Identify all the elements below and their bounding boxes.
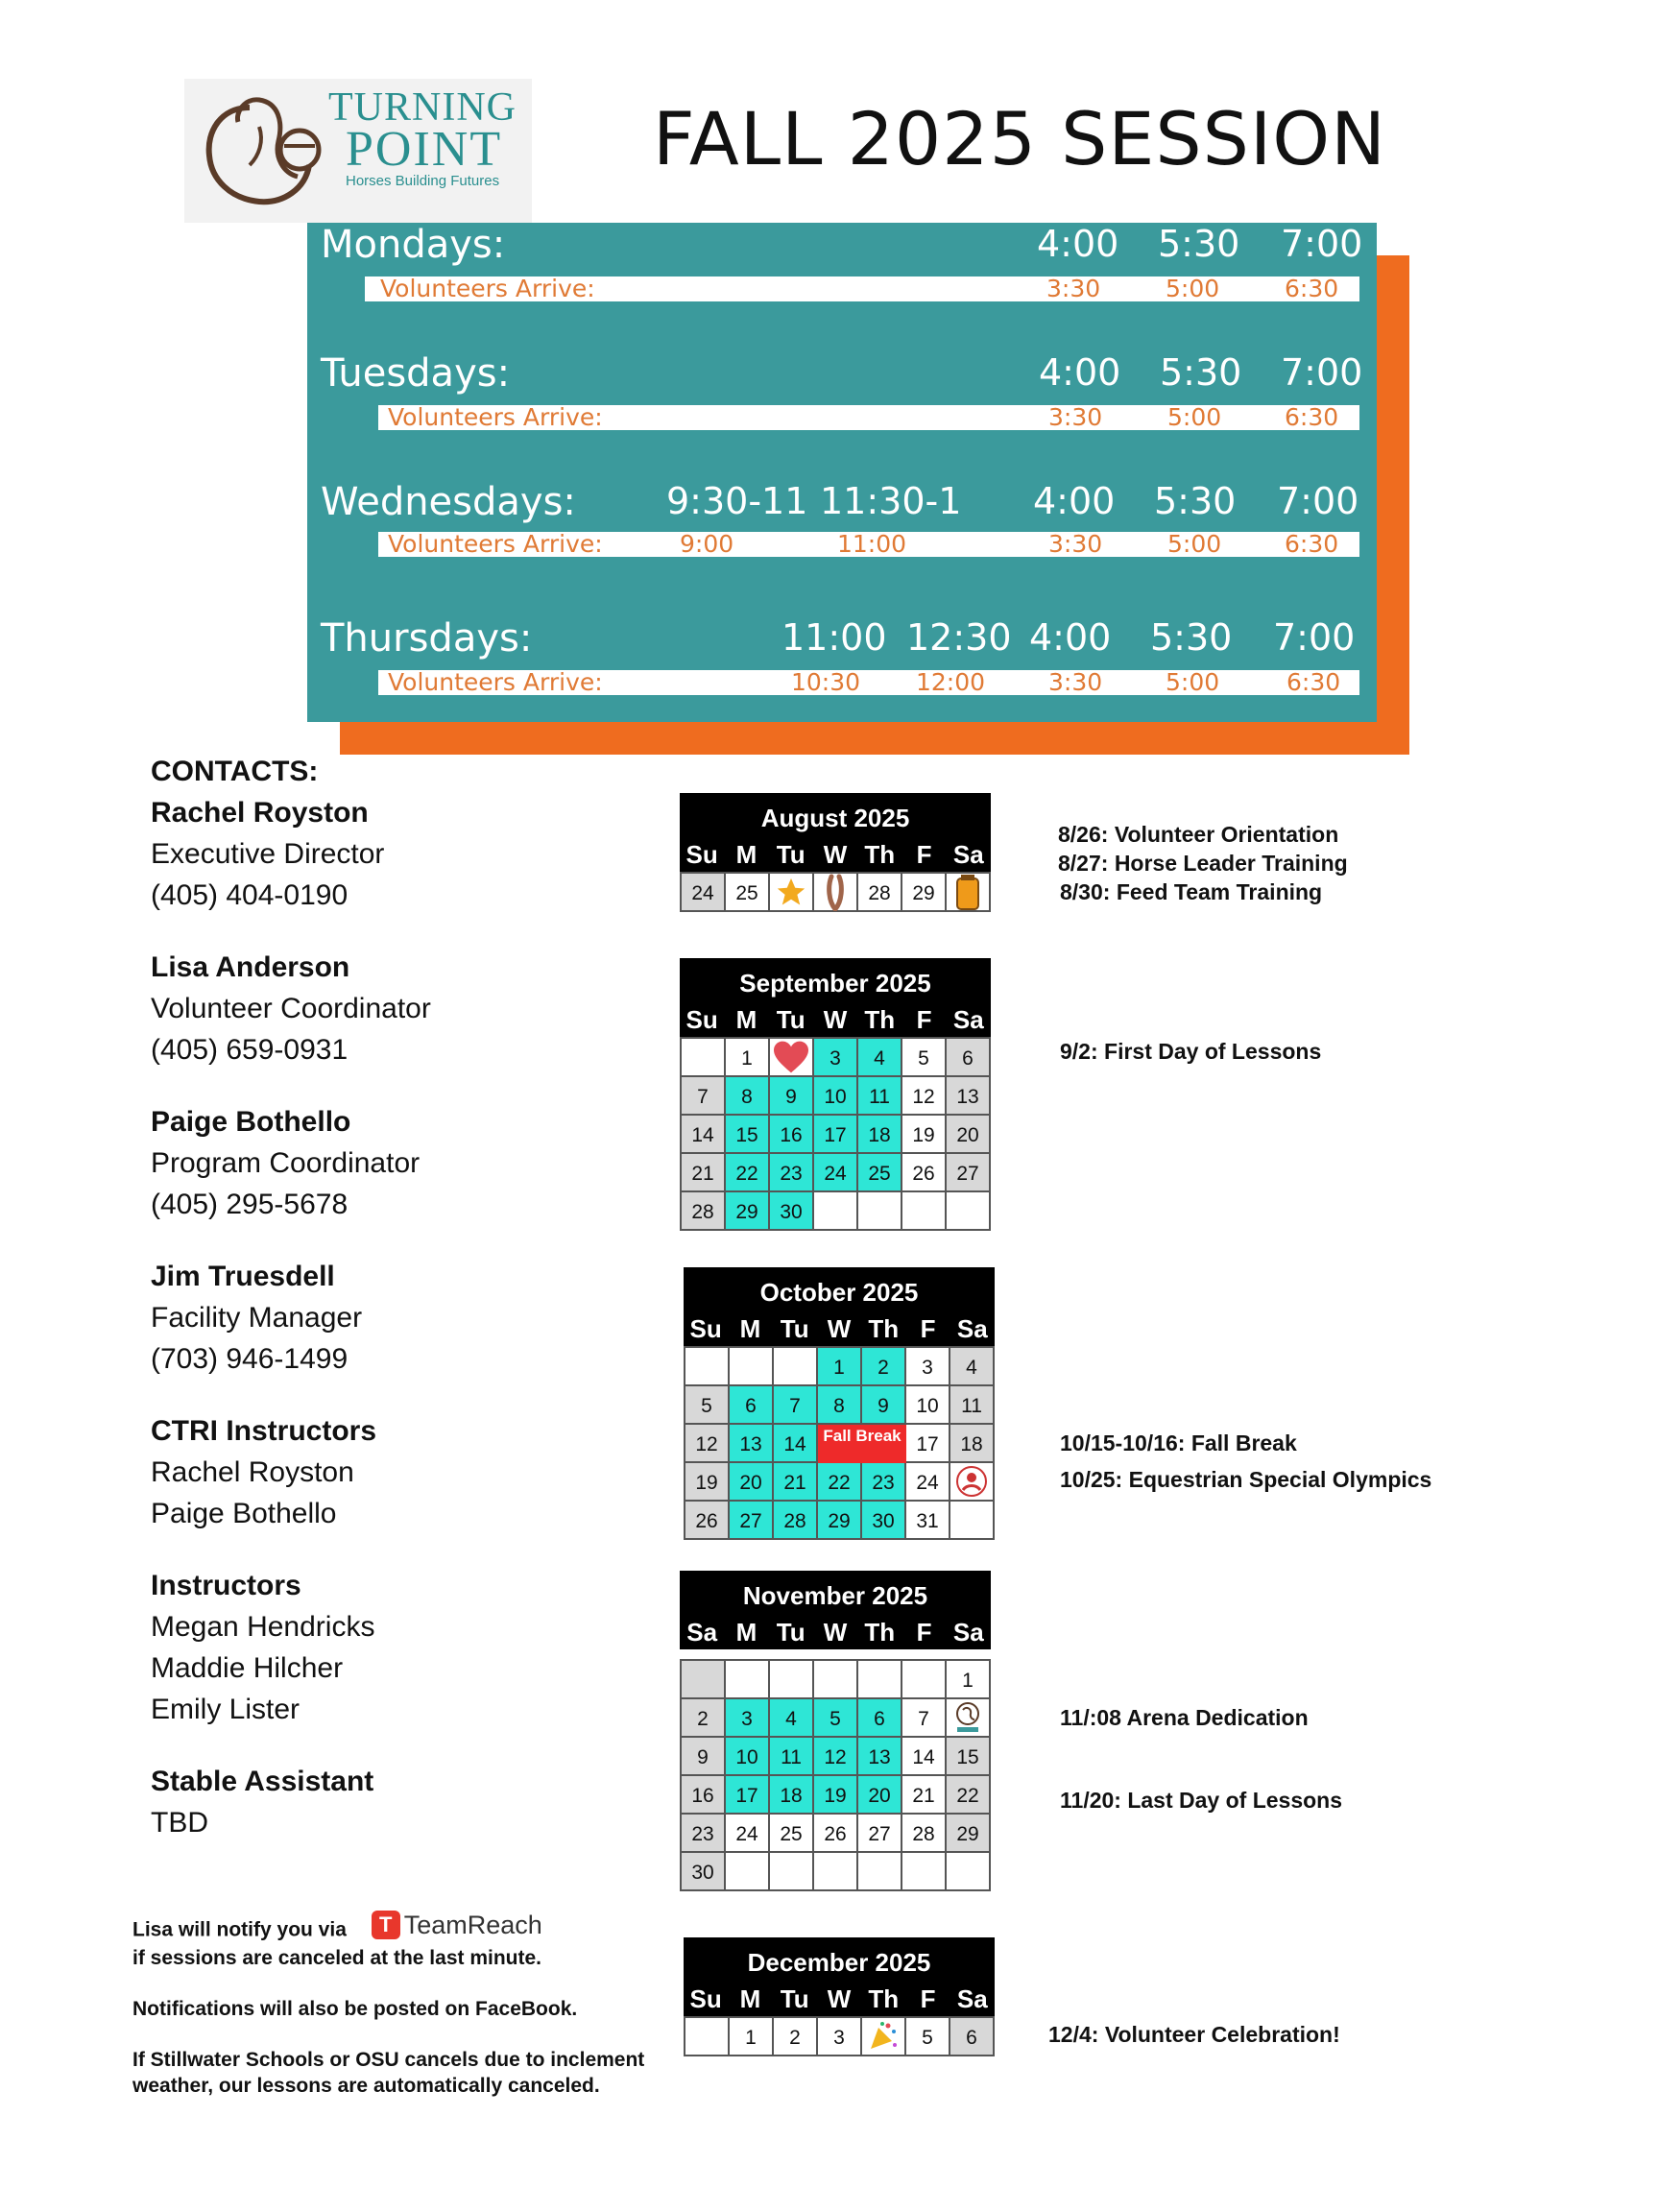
calendar-day: 5 xyxy=(814,1699,858,1738)
weekday-header xyxy=(684,1982,995,2016)
contact-role: Program Coordinator xyxy=(151,1147,421,1179)
arrive-time: 11:00 xyxy=(837,530,907,558)
calendar-day xyxy=(950,1502,995,1540)
page-title: FALL 2025 SESSION xyxy=(653,96,1386,181)
contact-phone: (703) 946-1499 xyxy=(151,1343,349,1375)
contact-name: Rachel Royston xyxy=(151,797,369,829)
calendar-day: 6 xyxy=(730,1386,774,1425)
volunteers-arrive-label: Volunteers Arrive: xyxy=(388,668,603,696)
calendar-december xyxy=(684,1937,995,2056)
event-volunteer-orientation: 8/26: Volunteer Orientation xyxy=(1058,822,1339,847)
arrive-time: 3:30 xyxy=(1048,403,1103,431)
calendar-day: 15 xyxy=(726,1116,770,1154)
volunteers-arrive-label: Volunteers Arrive: xyxy=(388,403,603,431)
volunteers-arrive-label: Volunteers Arrive: xyxy=(388,530,603,558)
weekday-label: F xyxy=(916,840,932,869)
contact-block xyxy=(151,1565,727,1730)
calendar-day: 13 xyxy=(858,1738,902,1776)
calendar-day: 22 xyxy=(947,1776,991,1815)
arrive-time: 3:30 xyxy=(1048,530,1103,558)
calendar-grid xyxy=(680,872,991,912)
calendar-day: 23 xyxy=(862,1463,906,1502)
contact-block xyxy=(151,947,727,1070)
calendar-day: 28 xyxy=(774,1502,818,1540)
calendar-day: 28 xyxy=(902,1815,947,1853)
calendar-day: 23 xyxy=(770,1154,814,1192)
calendar-day: 17 xyxy=(726,1776,770,1815)
weekday-label: Su xyxy=(685,840,718,869)
horseshoe-icon xyxy=(823,873,848,911)
calendar-day xyxy=(947,1853,991,1891)
schedule-panel xyxy=(307,223,1377,722)
arrive-time: 12:00 xyxy=(916,668,986,696)
volunteer-bar xyxy=(378,670,1359,695)
calendar-day: 4 xyxy=(950,1348,995,1386)
arrive-time: 9:00 xyxy=(680,530,734,558)
calendar-day: 9 xyxy=(862,1386,906,1425)
weekday-label: Sa xyxy=(956,1314,988,1343)
star-icon xyxy=(775,876,807,908)
volunteer-bar xyxy=(365,276,1359,301)
time-slot: 5:30 xyxy=(1158,223,1240,265)
calendar-day: 17 xyxy=(906,1425,950,1463)
calendar-day: 2 xyxy=(862,1348,906,1386)
calendar-day: 13 xyxy=(947,1077,991,1116)
volunteer-bar xyxy=(378,405,1359,430)
calendar-day: 3 xyxy=(814,1039,858,1077)
calendar-day: 18 xyxy=(858,1116,902,1154)
calendar-day: 3 xyxy=(906,1348,950,1386)
contact-name: Paige Bothello xyxy=(151,1106,351,1138)
calendar-day xyxy=(682,1039,726,1077)
calendar-day: 23 xyxy=(682,1815,726,1853)
calendar-day: 10 xyxy=(906,1386,950,1425)
calendar-title: October 2025 xyxy=(684,1267,995,1311)
calendar-day: 4 xyxy=(858,1039,902,1077)
calendar-day: 16 xyxy=(682,1776,726,1815)
logo-tagline: Horses Building Futures xyxy=(346,173,500,189)
arrive-time: 5:00 xyxy=(1166,668,1220,696)
weekday-header xyxy=(680,1615,991,1649)
contact-block xyxy=(151,1761,727,1843)
contact-block xyxy=(151,1101,727,1225)
calendar-day: 7 xyxy=(774,1386,818,1425)
weather-note: If Stillwater Schools or OSU cancels due to inclement weather, our lessons are automatically canceled. xyxy=(132,2049,645,2097)
calendar-day xyxy=(726,1661,770,1699)
calendar-day: 20 xyxy=(730,1463,774,1502)
event-special-olympics: 10/25: Equestrian Special Olympics xyxy=(1060,1467,1432,1492)
day-label-tuesday: Tuesdays: xyxy=(321,351,511,396)
calendar-day: 11 xyxy=(858,1077,902,1116)
calendar-day: 12 xyxy=(814,1738,858,1776)
calendar-day: 9 xyxy=(770,1077,814,1116)
calendar-day: 20 xyxy=(947,1116,991,1154)
calendar-day: 25 xyxy=(858,1154,902,1192)
calendar-day xyxy=(862,2018,906,2056)
arrive-time: 5:00 xyxy=(1166,275,1220,302)
contact-member: TBD xyxy=(151,1807,208,1839)
calendar-day: 24 xyxy=(906,1463,950,1502)
weekday-label: Th xyxy=(868,1984,900,2013)
calendar-day: 19 xyxy=(902,1116,947,1154)
weekday-label: W xyxy=(827,1984,852,2013)
time-slot: 5:30 xyxy=(1150,616,1233,659)
weekday-label: M xyxy=(739,1314,761,1343)
calendar-day: 3 xyxy=(726,1699,770,1738)
facebook-note: Notifications will also be posted on FaceBook. xyxy=(132,1998,578,2020)
calendar-day: 20 xyxy=(858,1776,902,1815)
calendar-day xyxy=(726,1853,770,1891)
calendar-day xyxy=(685,2018,730,2056)
calendar-grid xyxy=(680,1037,991,1231)
time-slot: 4:00 xyxy=(1033,480,1116,522)
calendar-november xyxy=(680,1571,991,1891)
time-slot: 5:30 xyxy=(1154,480,1237,522)
contact-block xyxy=(151,1256,727,1380)
calendar-day: 28 xyxy=(858,874,902,912)
calendar-day: 6 xyxy=(950,2018,995,2056)
calendar-day: 26 xyxy=(814,1815,858,1853)
calendar-day xyxy=(814,1661,858,1699)
notify-note xyxy=(132,1910,670,1971)
calendar-day: 21 xyxy=(902,1776,947,1815)
calendar-day xyxy=(950,1463,995,1502)
horse-head-icon xyxy=(192,88,336,213)
calendar-day: 9 xyxy=(682,1738,726,1776)
weekday-label: Sa xyxy=(952,840,984,869)
weekday-header xyxy=(684,1311,995,1346)
calendar-day: 7 xyxy=(902,1699,947,1738)
calendar-day: 10 xyxy=(814,1077,858,1116)
calendar-day: 21 xyxy=(774,1463,818,1502)
calendar-day xyxy=(902,1853,947,1891)
feed-icon xyxy=(953,873,982,911)
turning-point-logo xyxy=(184,79,532,223)
event-fall-break: 10/15-10/16: Fall Break xyxy=(1060,1431,1297,1455)
calendar-day: 30 xyxy=(682,1853,726,1891)
contacts-heading: CONTACTS: xyxy=(151,756,319,787)
calendar-day: 4 xyxy=(770,1699,814,1738)
time-slot: 7:00 xyxy=(1281,223,1363,265)
weekday-label: M xyxy=(739,1984,761,2013)
time-slot: 4:00 xyxy=(1029,616,1112,659)
calendar-day xyxy=(818,1425,902,1463)
contact-group-heading: Stable Assistant xyxy=(151,1766,374,1797)
calendar-day xyxy=(947,874,991,912)
calendar-day xyxy=(814,874,858,912)
calendar-day xyxy=(858,1853,902,1891)
calendar-day: 30 xyxy=(862,1502,906,1540)
calendar-day xyxy=(730,1348,774,1386)
calendar-day xyxy=(947,1699,991,1738)
calendar-title: August 2025 xyxy=(680,793,991,837)
contact-member: Paige Bothello xyxy=(151,1498,337,1529)
contact-role: Executive Director xyxy=(151,838,385,870)
calendar-day: 1 xyxy=(726,1039,770,1077)
contact-name: Jim Truesdell xyxy=(151,1261,335,1292)
weekday-label: Sa xyxy=(952,1005,984,1034)
calendar-day xyxy=(902,1192,947,1231)
time-slot: 4:00 xyxy=(1039,351,1121,394)
weekday-label: F xyxy=(920,1984,936,2013)
calendar-day: 1 xyxy=(818,1348,862,1386)
calendar-day xyxy=(947,1192,991,1231)
calendar-day: 24 xyxy=(726,1815,770,1853)
arrive-time: 6:30 xyxy=(1285,403,1339,431)
weekday-label: Su xyxy=(685,1005,718,1034)
calendar-day: 19 xyxy=(814,1776,858,1815)
calendar-day: 11 xyxy=(770,1738,814,1776)
weekday-label: M xyxy=(735,1618,757,1647)
calendar-day xyxy=(682,1661,726,1699)
calendar-day: 29 xyxy=(818,1502,862,1540)
calendar-day: 24 xyxy=(682,874,726,912)
calendar-day: 22 xyxy=(818,1463,862,1502)
contact-block xyxy=(151,792,727,916)
calendar-title: December 2025 xyxy=(684,1937,995,1982)
calendar-day: 11 xyxy=(950,1386,995,1425)
calendar-day: 29 xyxy=(947,1815,991,1853)
weekday-label: F xyxy=(916,1618,932,1647)
calendar-day xyxy=(770,1853,814,1891)
calendar-day xyxy=(858,1192,902,1231)
weekday-label: Tu xyxy=(776,1005,805,1034)
calendar-day xyxy=(770,1039,814,1077)
time-slot: 11:00 xyxy=(781,616,887,659)
calendar-day xyxy=(814,1853,858,1891)
calendar-day: 25 xyxy=(770,1815,814,1853)
day-label-thursday: Thursdays: xyxy=(321,616,533,661)
calendar-day: 14 xyxy=(774,1425,818,1463)
calendar-day xyxy=(774,1348,818,1386)
time-slot: 7:00 xyxy=(1281,351,1363,394)
calendar-day: 6 xyxy=(858,1699,902,1738)
contact-phone: (405) 295-5678 xyxy=(151,1189,349,1220)
calendar-day: 30 xyxy=(770,1192,814,1231)
party-icon xyxy=(867,2020,900,2053)
calendar-august xyxy=(680,793,991,912)
calendar-day xyxy=(685,1348,730,1386)
arrive-time: 5:00 xyxy=(1167,403,1222,431)
calendar-day: 5 xyxy=(902,1039,947,1077)
volunteer-bar xyxy=(378,532,1359,557)
weekday-label: Tu xyxy=(780,1984,809,2013)
weekday-label: Su xyxy=(689,1314,722,1343)
event-arena-dedication: 11/:08 Arena Dedication xyxy=(1060,1705,1309,1730)
contact-role: Facility Manager xyxy=(151,1302,363,1334)
contact-member: Rachel Royston xyxy=(151,1456,354,1488)
weekday-label: Tu xyxy=(776,840,805,869)
calendar-day: 29 xyxy=(902,874,947,912)
contacts-section xyxy=(151,751,727,1874)
calendar-day: 10 xyxy=(726,1738,770,1776)
calendar-day: 13 xyxy=(730,1425,774,1463)
weekday-label: F xyxy=(916,1005,932,1034)
weekday-label: Tu xyxy=(780,1314,809,1343)
event-horse-leader-training: 8/27: Horse Leader Training xyxy=(1058,851,1348,876)
calendar-day: 14 xyxy=(682,1116,726,1154)
calendar-day: 1 xyxy=(730,2018,774,2056)
contact-phone: (405) 404-0190 xyxy=(151,879,349,911)
weekday-label: Th xyxy=(868,1314,900,1343)
contact-group-heading: Instructors xyxy=(151,1570,301,1601)
arrive-time: 5:00 xyxy=(1167,530,1222,558)
time-slot: 11:30-1 xyxy=(820,480,962,522)
calendar-october xyxy=(684,1267,995,1540)
contact-group-heading: CTRI Instructors xyxy=(151,1415,377,1447)
calendar-day: 6 xyxy=(947,1039,991,1077)
calendar-day xyxy=(858,1661,902,1699)
contact-phone: (405) 659-0931 xyxy=(151,1034,349,1066)
calendar-day xyxy=(770,874,814,912)
calendar-day: 27 xyxy=(947,1154,991,1192)
contact-role: Volunteer Coordinator xyxy=(151,993,431,1024)
teamreach-icon: T xyxy=(372,1911,400,1939)
logo-icon xyxy=(951,1700,984,1735)
calendar-day: 25 xyxy=(726,874,770,912)
weekday-label: Su xyxy=(689,1984,722,2013)
calendar-day: 2 xyxy=(774,2018,818,2056)
notify-suffix: if sessions are canceled at the last minute. xyxy=(132,1947,541,1969)
calendar-day: 15 xyxy=(947,1738,991,1776)
arrive-time: 3:30 xyxy=(1048,668,1103,696)
teamreach-logo xyxy=(372,1911,542,1939)
calendar-september xyxy=(680,958,991,1231)
contact-block xyxy=(151,1410,727,1534)
calendar-day: 28 xyxy=(682,1192,726,1231)
weekday-label: W xyxy=(823,1618,848,1647)
calendar-grid xyxy=(684,2016,995,2056)
calendar-day: 2 xyxy=(682,1699,726,1738)
event-last-day: 11/20: Last Day of Lessons xyxy=(1060,1788,1343,1813)
calendar-day: 19 xyxy=(685,1463,730,1502)
calendar-day: 5 xyxy=(685,1386,730,1425)
volunteers-arrive-label: Volunteers Arrive: xyxy=(380,275,595,302)
weekday-label: M xyxy=(735,1005,757,1034)
notify-prefix: Lisa will notify you via xyxy=(132,1918,347,1941)
calendar-title: September 2025 xyxy=(680,958,991,1002)
arrive-time: 3:30 xyxy=(1046,275,1101,302)
weekday-label: M xyxy=(735,840,757,869)
weekday-label: W xyxy=(823,1005,848,1034)
calendar-grid xyxy=(684,1346,995,1540)
weekday-label: Sa xyxy=(956,1984,988,2013)
weekday-label: Sa xyxy=(952,1618,984,1647)
calendar-day: 8 xyxy=(726,1077,770,1116)
contact-member: Maddie Hilcher xyxy=(151,1652,344,1684)
time-slot: 12:30 xyxy=(906,616,1012,659)
teamreach-wordmark: TeamReach xyxy=(403,1910,542,1939)
calendar-day: 26 xyxy=(685,1502,730,1540)
weekday-header xyxy=(680,1002,991,1037)
day-label-monday: Mondays: xyxy=(321,223,506,267)
calendar-day: 27 xyxy=(858,1815,902,1853)
event-feed-team-training: 8/30: Feed Team Training xyxy=(1060,879,1323,904)
time-slot: 5:30 xyxy=(1160,351,1242,394)
weekday-label: F xyxy=(920,1314,936,1343)
calendar-day: 1 xyxy=(947,1661,991,1699)
calendar-day: 5 xyxy=(906,2018,950,2056)
calendar-day: 21 xyxy=(682,1154,726,1192)
arrive-time: 6:30 xyxy=(1286,668,1341,696)
weekday-label: Th xyxy=(864,840,896,869)
contact-name: Lisa Anderson xyxy=(151,951,350,983)
weekday-label: W xyxy=(827,1314,852,1343)
calendar-day: 12 xyxy=(902,1077,947,1116)
calendar-day: 24 xyxy=(814,1154,858,1192)
notes-section xyxy=(132,1910,670,2124)
calendar-day: 14 xyxy=(902,1738,947,1776)
arrive-time: 6:30 xyxy=(1285,530,1339,558)
calendar-grid xyxy=(680,1659,991,1891)
arrive-time: 6:30 xyxy=(1285,275,1339,302)
calendar-day xyxy=(814,1192,858,1231)
calendar-day: 8 xyxy=(818,1386,862,1425)
time-slot: 7:00 xyxy=(1273,616,1356,659)
calendar-day: 29 xyxy=(726,1192,770,1231)
calendar-day: 22 xyxy=(726,1154,770,1192)
olympics-icon xyxy=(955,1465,988,1498)
calendar-day: 17 xyxy=(814,1116,858,1154)
calendar-day: 18 xyxy=(950,1425,995,1463)
contact-member: Megan Hendricks xyxy=(151,1611,375,1643)
weekday-label: Tu xyxy=(776,1618,805,1647)
calendar-day: 31 xyxy=(906,1502,950,1540)
calendar-title: November 2025 xyxy=(680,1571,991,1615)
calendar-day xyxy=(770,1661,814,1699)
logo-line2: POINT xyxy=(346,122,503,177)
weekday-label: W xyxy=(823,840,848,869)
calendar-day xyxy=(902,1661,947,1699)
event-volunteer-celebration: 12/4: Volunteer Celebration! xyxy=(1048,2022,1340,2047)
calendar-day: 27 xyxy=(730,1502,774,1540)
weekday-header xyxy=(680,837,991,872)
contact-member: Emily Lister xyxy=(151,1694,301,1725)
calendar-day: 12 xyxy=(685,1425,730,1463)
logo-line1: TURNING xyxy=(328,85,517,130)
day-label-wednesday: Wednesdays: xyxy=(321,480,576,524)
time-slot: 7:00 xyxy=(1277,480,1359,522)
arrive-time: 10:30 xyxy=(791,668,861,696)
event-first-day: 9/2: First Day of Lessons xyxy=(1060,1039,1322,1064)
time-slot: 9:30-11 xyxy=(666,480,808,522)
calendar-day: 26 xyxy=(902,1154,947,1192)
heart-icon xyxy=(772,1040,810,1074)
weekday-label: Sa xyxy=(686,1618,718,1647)
weekday-label: Th xyxy=(864,1618,896,1647)
calendar-day: 7 xyxy=(682,1077,726,1116)
time-slot: 4:00 xyxy=(1037,223,1119,265)
calendar-day: 3 xyxy=(818,2018,862,2056)
calendar-day: 18 xyxy=(770,1776,814,1815)
calendar-day: 16 xyxy=(770,1116,814,1154)
fall-break-label: Fall Break xyxy=(818,1425,906,1463)
weekday-label: Th xyxy=(864,1005,896,1034)
